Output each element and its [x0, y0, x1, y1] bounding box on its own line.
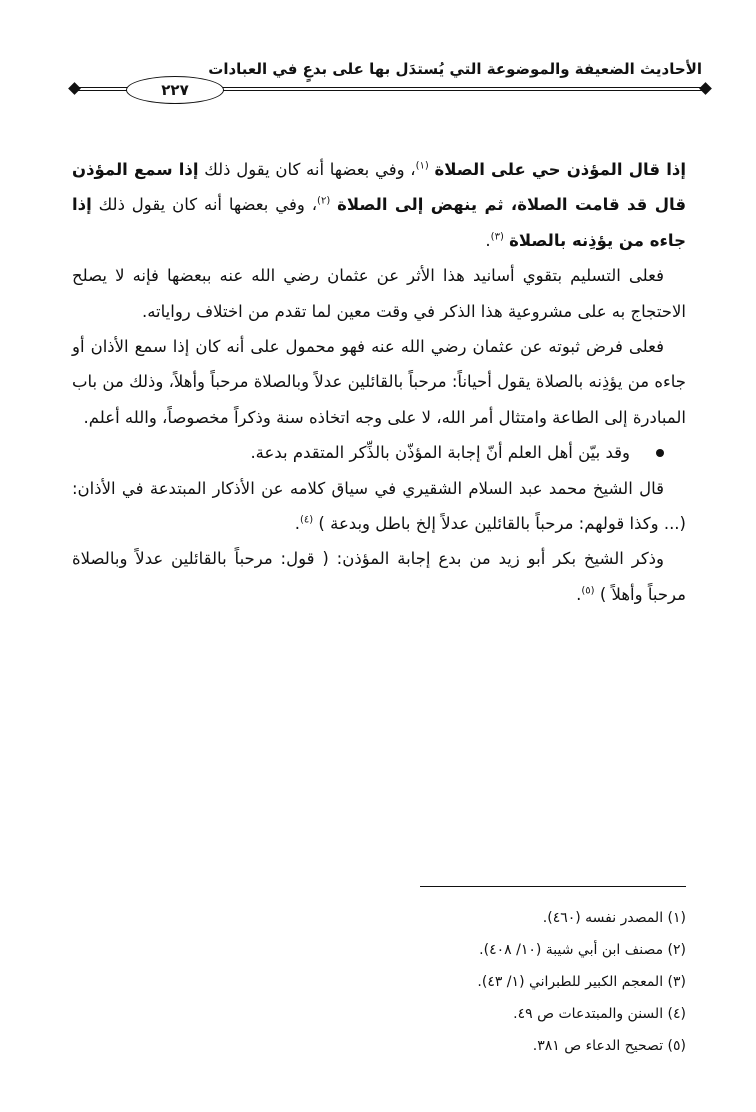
footnote-item: (٤) السنن والمبتدعات ص ٤٩. [513, 1006, 686, 1022]
footnote-item: (٢) مصنف ابن أبي شيبة (١٠/ ٤٠٨). [479, 942, 686, 958]
footnote-item: (١) المصدر نفسه (٤٦٠). [542, 910, 686, 926]
running-header [70, 60, 710, 100]
page-number-text: ٢٢٧ [161, 81, 189, 99]
text-segment: قال الشيخ محمد عبد السلام الشقيري في سياق كلامه عن الأذكار المبتدعة في الأذان: (... وكذا قولهم: مرحباً بالقائلين عدلاً إلخ باطل وبدعة ) [72, 478, 686, 534]
text-segment: ، وفي بعضها أنه كان يقول ذلك [98, 195, 318, 215]
diamond-ornament-left-icon [68, 82, 81, 95]
text-segment: ، وفي بعضها أنه كان يقول ذلك [204, 160, 416, 179]
bullet-icon [656, 449, 664, 457]
paragraph-5 [72, 471, 686, 542]
bullet-text: وقد بيّن أهل العلم أنّ إجابة المؤذّن بالذِّكر المتقدم بدعة. [250, 443, 630, 463]
paragraph-6 [72, 541, 686, 612]
footnote-item: (٣) المعجم الكبير للطبراني (١/ ٤٣). [477, 974, 686, 990]
footnote-ref: (٣) [490, 231, 504, 243]
footnote-item: (٥) تصحيح الدعاء ص ٣٨١. [532, 1038, 686, 1054]
header-title: الأحاديث الضعيفة والموضوعة التي يُستدَل بها على بدعٍ في العبادات [208, 60, 702, 78]
page-number [126, 76, 224, 104]
text-segment: . [576, 584, 582, 604]
paragraph-2: فعلى التسليم بتقوي أسانيد هذا الأثر عن عثمان رضي الله عنه ببعضها فإنه لا يصلح الاحتجاج به على مشروعية هذا الذكر في وقت معين لما تقدم من اختلاف رواياته. [72, 266, 686, 321]
footnote-ref: (١) [415, 160, 429, 172]
footnotes [380, 902, 686, 1062]
paragraph-1 [72, 152, 686, 258]
footnote-separator [420, 886, 686, 887]
footnote-ref: (٢) [317, 195, 331, 207]
body-text [72, 152, 686, 612]
bullet-paragraph [72, 435, 686, 470]
footnote-ref: (٥) [581, 585, 595, 597]
text-segment: . [485, 230, 491, 250]
quote-segment: إذا قال المؤذن حي على الصلاة [434, 160, 686, 179]
quote-segment: إذا سمع المؤذن قال قد قامت الصلاة، ثم ينهض إلى الصلاة [72, 160, 687, 215]
paragraph-3: فعلى فرض ثبوته عن عثمان رضي الله عنه فهو محمول على أنه كان إذا سمع الأذان أو جاءه من يؤذِنه بالصلاة يقول أحياناً: مرحباً بالقائلين عدلاً وبالصلاة مرحباً وأهلاً، وذلك من باب المبادرة إلى الطاعة وامتثال أمر الله، لا على وجه اتخاذه سنة وذكراً مخصوصاً، والله أعلم. [72, 337, 686, 427]
quote-segment: إذا جاءه من يؤذِنه بالصلاة [72, 195, 686, 250]
footnote-ref: (٤) [299, 514, 314, 526]
diamond-ornament-right-icon [699, 82, 712, 95]
text-segment: وذكر الشيخ بكر أبو زيد من بدع إجابة المؤذن: ( قول: مرحباً بالقائلين عدلاً وبالصلاة مرحباً وأهلاً ) [72, 549, 686, 604]
text-segment: . [294, 514, 300, 534]
